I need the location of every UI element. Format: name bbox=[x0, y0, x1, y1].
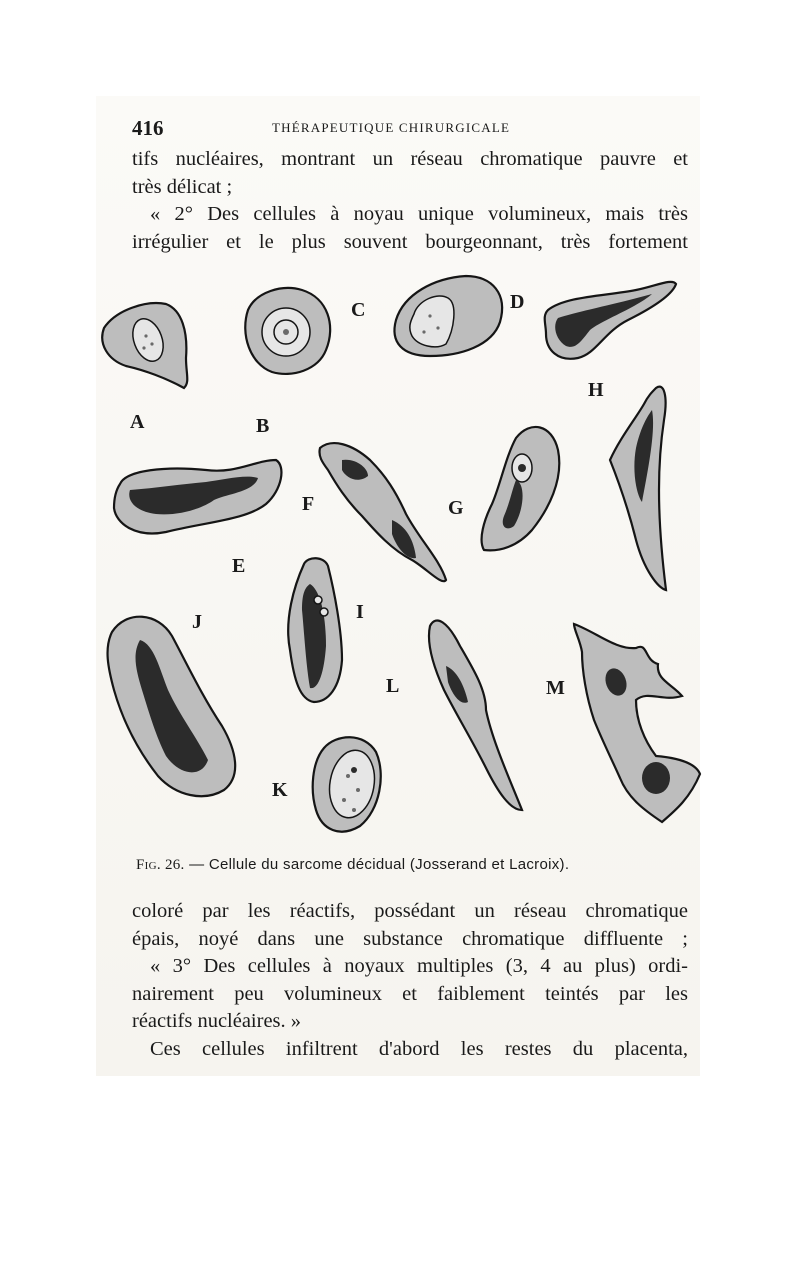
text-line: épais, noyé dans une substance chromatique diffluente ; bbox=[132, 927, 688, 950]
figure-label-h: H bbox=[588, 379, 604, 401]
cell-g-drawing bbox=[482, 427, 560, 550]
figure-label-b: B bbox=[256, 415, 270, 437]
text-line: Ces cellules infiltrent d'abord les restes du placenta, bbox=[150, 1037, 688, 1060]
cell-d-drawing bbox=[394, 276, 502, 356]
text-line: « 2° Des cellules à noyau unique volumineux, mais très bbox=[150, 203, 688, 225]
body-text-top bbox=[132, 146, 688, 256]
figure-label-e: E bbox=[232, 555, 246, 577]
body-text-bottom bbox=[132, 898, 688, 1063]
text-line: tifs nucléaires, montrant un réseau chromatique pauvre et bbox=[132, 148, 688, 170]
figure-label-a: A bbox=[130, 411, 145, 433]
caption-figure-number: Fig. 26. bbox=[136, 857, 185, 873]
cell-f-drawing bbox=[319, 443, 446, 581]
text-line: très délicat ; bbox=[132, 175, 233, 198]
figure-label-c: C bbox=[351, 299, 366, 321]
page-number: 416 bbox=[132, 116, 164, 140]
cell-i-drawing bbox=[288, 558, 342, 702]
figure-label-g: G bbox=[448, 497, 464, 519]
text-line: coloré par les réactifs, possédant un réseau chromatique bbox=[132, 900, 688, 922]
cell-b-drawing bbox=[245, 288, 330, 374]
cell-j-drawing bbox=[108, 617, 236, 796]
figure-label-l: L bbox=[386, 675, 400, 697]
figure-label-j: J bbox=[192, 611, 202, 633]
text-line: irrégulier et le plus souvent bourgeonnant, très fortement bbox=[132, 230, 688, 253]
figure-label-f: F bbox=[302, 493, 315, 515]
running-title: THÉRAPEUTIQUE CHIRURGICALE bbox=[272, 120, 511, 135]
figure-caption bbox=[136, 856, 696, 874]
cell-a-drawing bbox=[102, 303, 187, 388]
text-line: réactifs nucléaires. » bbox=[132, 1010, 302, 1032]
figure-label-d: D bbox=[510, 291, 525, 313]
text-line: nairement peu volumineux et faiblement teintés par les bbox=[132, 982, 688, 1005]
cell-drawings bbox=[96, 270, 706, 850]
text-line: « 3° Des cellules à noyaux multiples (3, 4 au plus) ordi- bbox=[150, 955, 688, 977]
cell-m-drawing bbox=[574, 624, 700, 822]
cell-k-drawing bbox=[313, 737, 381, 831]
caption-text: — Cellule du sarcome décidual (Josserand et Lacroix). bbox=[189, 856, 570, 873]
figure-label-i: I bbox=[356, 601, 364, 623]
figure-illustration bbox=[96, 270, 706, 850]
cell-e-drawing bbox=[114, 460, 281, 533]
figure-label-m: M bbox=[546, 677, 565, 699]
cell-d2-drawing bbox=[545, 282, 676, 359]
cell-l-drawing bbox=[429, 620, 522, 810]
cell-h-drawing bbox=[610, 387, 666, 590]
figure-label-k: K bbox=[272, 779, 288, 801]
